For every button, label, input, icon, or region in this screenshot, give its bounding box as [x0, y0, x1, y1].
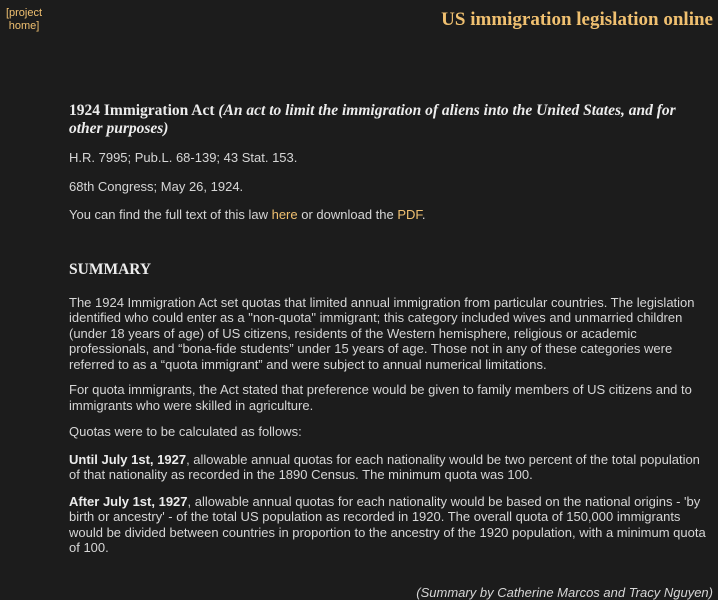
summary-paragraph-5: [69, 494, 709, 556]
fulltext-suffix: .: [421, 207, 426, 222]
law-heading: [69, 102, 709, 138]
summary-paragraph-4-text: , allowable annual quotas for each nationality would be two percent of the total population of that nationality as recorded in the 1890 Census. The minimum quota was 100.: [69, 451, 700, 482]
pdf-link[interactable]: PDF: [397, 207, 422, 222]
law-subtitle: (An act to limit the immigration of aliens into the United States, and for other purposes): [69, 102, 676, 137]
summary-paragraph-4: [69, 452, 709, 483]
summary-credit: (Summary by Catherine Marcos and Tracy Nguyen): [416, 585, 713, 600]
summary-paragraph-4-date: Until July 1st, 1927: [69, 451, 187, 467]
fulltext-middle: or download the: [297, 207, 398, 222]
main-content: [69, 102, 709, 556]
summary-paragraph-5-text: , allowable annual quotas for each nationality would be based on the national origins - 'by birth or ancestry' - of the total US population as recorded in 1920. The overall quota of 150,000 immigrants would be divided between countries in proportion to the ancestry of the 1920 population, with a minimum quota of 100.: [69, 493, 706, 555]
fulltext-line: [69, 207, 709, 223]
project-home-line2: home]: [8, 20, 40, 32]
summary-paragraph-3: Quotas were to be calculated as follows:: [69, 424, 302, 439]
law-citation: H.R. 7995; Pub.L. 68-139; 43 Stat. 153.: [69, 150, 298, 165]
project-home-line1: [project: [5, 7, 43, 19]
law-congress-date: 68th Congress; May 26, 1924.: [69, 178, 244, 194]
project-home-link[interactable]: [4, 7, 44, 33]
summary-paragraph-2: For quota immigrants, the Act stated that preference would be given to family members of US citizens and to immigrants who were skilled in agriculture.: [69, 382, 692, 413]
summary-paragraph-5-date: After July 1st, 1927: [69, 493, 188, 509]
here-link[interactable]: here: [271, 207, 298, 222]
summary-heading: SUMMARY: [69, 260, 152, 278]
law-name: 1924 Immigration Act: [69, 102, 215, 119]
site-title: US immigration legislation online: [441, 9, 713, 30]
summary-paragraph-1: The 1924 Immigration Act set quotas that limited annual immigration from particular countries. The legislation identified who could enter as a "non-quota" immigrant; this category included wives and unmarried children (under 18 years of age) of US citizens, residents of the Western hemisphere, religious or academic professionals, and “bona-fide students” under 15 years of age. Those not in any of these categories were referred to as a “quota immigrant” and were subject to annual numerical limitations.: [69, 294, 695, 372]
fulltext-prefix: You can find the full text of this law: [69, 207, 272, 222]
